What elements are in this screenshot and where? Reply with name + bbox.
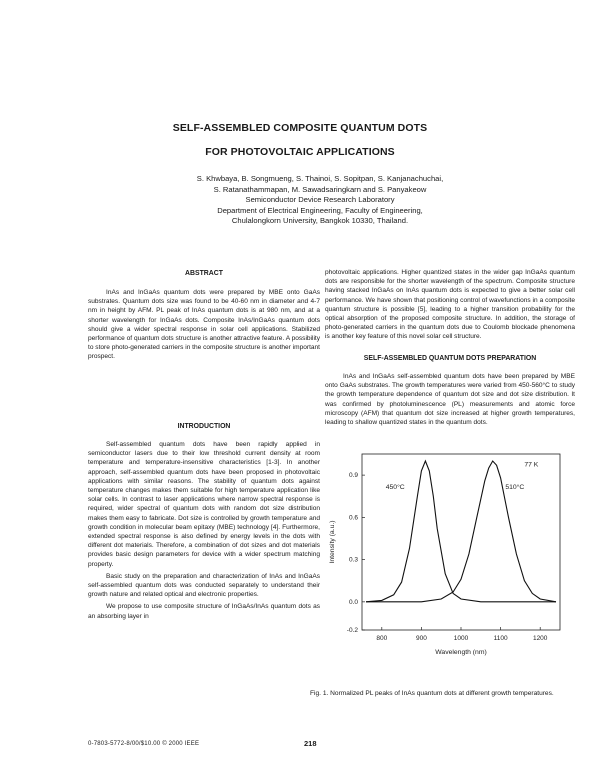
y-tick-label: 0.3 xyxy=(348,556,358,564)
paper-title-line-1: SELF-ASSEMBLED COMPOSITE QUANTUM DOTS xyxy=(172,122,428,134)
abstract-heading: ABSTRACT xyxy=(185,270,223,277)
annotation-temperature: 77 K xyxy=(524,461,539,469)
authors-line-1: S. Khwbaya, B. Songmueng, S. Thainoi, S. Sopitpan, S. Kanjanachuchai, xyxy=(196,174,444,183)
y-tick-label: 0.9 xyxy=(348,472,358,480)
preparation-body xyxy=(325,372,575,430)
abstract-text: InAs and InGaAs quantum dots were prepared by MBE onto GaAs substrates. Quantum dots size was found to be 40-60 nm in diameter and 4-7 nm in height by AFM. PL peak of InAs quantum dots is at 980 nm, and at a shorter wavelength for InGaAs dots. Composite InAs/InGaAs quantum dots should give a wider spectral response in solar cell applications. Stabilized performance of quantum dots structure is another attractive feature. A possibility to store photo-generated carriers in the composite structure is another important prospect. xyxy=(88,289,320,361)
pl-spectrum-chart xyxy=(322,444,572,670)
y-tick-label: 0.6 xyxy=(348,514,358,522)
preparation-heading: SELF-ASSEMBLED QUANTUM DOTS PREPARATION xyxy=(363,355,537,362)
annotation-510c: 510°C xyxy=(505,484,525,492)
x-tick-label: 1000 xyxy=(453,635,469,642)
x-tick-label: 800 xyxy=(376,635,388,642)
right-column-intro xyxy=(325,268,575,345)
figure-caption: Fig. 1. Normalized PL peaks of InAs quantum dots at different growth temperatures. xyxy=(310,690,554,697)
introduction-heading: INTRODUCTION xyxy=(177,423,231,430)
affiliation-department: Department of Electrical Engineering, Faculty of Engineering, xyxy=(217,205,423,215)
plot-frame xyxy=(362,454,560,630)
introduction-paragraph-1: Self-assembled quantum dots have been rapidly applied in semiconductor lasers due to their low threshold current density at room temperature and temperature-insensitive characteristics [1-3]. In another approach, self-assembled quantum dots have been proposed in photovoltaic applications with similar reasons. The stability of quantum dots against temperature changes makes them suitable for high temperature application like solar cells. In contrast to laser applications where narrow spectral response is required, wider spectral of quantum dots with random dot size distribution makes them easy to fabricate. Dot size is controlled by growth temperature and growth condition in molecular beam epitaxy (MBE) technology [4]. Furthermore, extended spectral response is also defined by energy levels in the dots with different dot materials. Therefore, a combination of dot sizes and dot materials provides basic design parameters for device with a wider spectrum matching property. xyxy=(88,441,320,568)
x-axis-label: Wavelength (nm) xyxy=(435,649,487,656)
x-tick-label: 1200 xyxy=(532,635,548,642)
page-number: 218 xyxy=(304,739,317,748)
x-tick-label: 900 xyxy=(415,635,427,642)
author-block xyxy=(150,174,490,227)
series-line-2 xyxy=(366,461,556,602)
introduction-paragraph-2: Basic study on the preparation and characterization of InAs and InGaAs self-assembled quantum dots was conducted separately to understand their growth nature and related optical and electronic properties. xyxy=(88,572,320,599)
affiliation-lab: Semiconductor Device Research Laboratory xyxy=(245,195,395,205)
right-column-paragraph-1: photovoltaic applications. Higher quantized states in the wider gap InGaAs quantum dots are responsible for the shorter wavelength of the spectrum. Composite structure having stacked InGaAs on InAs quantum dots is expected to give a better solar cell performance. We have shown that positioning control of wavefunctions in a composite quantum structure is possible [5], leading to a higher transition probability for the optical absorption of the proposed composite structure. In addition, the storage of photo-generated carriers in the quantum dots due to Coulomb blockade phenomena is another key feature of this novel solar cell structure. xyxy=(325,269,575,341)
authors-line-2: S. Ratanathammapan, M. Sawadsaringkarn and S. Panyakeow xyxy=(213,184,427,194)
abstract-body xyxy=(88,288,320,365)
introduction-paragraph-3: We propose to use composite structure of InGaAs/InAs quantum dots as an absorbing layer in xyxy=(88,603,320,620)
y-tick-label: 0.0 xyxy=(348,598,358,606)
annotation-450c: 450°C xyxy=(385,484,405,492)
series-line-1 xyxy=(366,461,556,602)
affiliation-university: Chulalongkorn University, Bangkok 10330, Thailand. xyxy=(231,216,409,226)
y-axis-label: Intensity (a.u.) xyxy=(329,520,336,564)
paper-title-line-2: FOR PHOTOVOLTAIC APPLICATIONS xyxy=(205,146,395,158)
preparation-paragraph-1: InAs and InGaAs self-assembled quantum dots have been prepared by MBE onto GaAs substrates. The growth temperatures were varied from 450-560°C to study the growth temperature dependence of quantum dot size and dot size distribution. It was confirmed by photoluminescence (PL) measurements and atomic force microscopy (AFM) that quantum dot size increased at higher growth temperatures, leading to shallow quantized states in the quantum dots. xyxy=(325,373,575,427)
x-tick-label: 1100 xyxy=(493,635,508,642)
introduction-body xyxy=(88,440,320,624)
footer-isbn: 0-7803-5772-8/00/$10.00 © 2000 IEEE xyxy=(88,741,200,747)
y-tick-label: -0.2 xyxy=(346,627,358,634)
